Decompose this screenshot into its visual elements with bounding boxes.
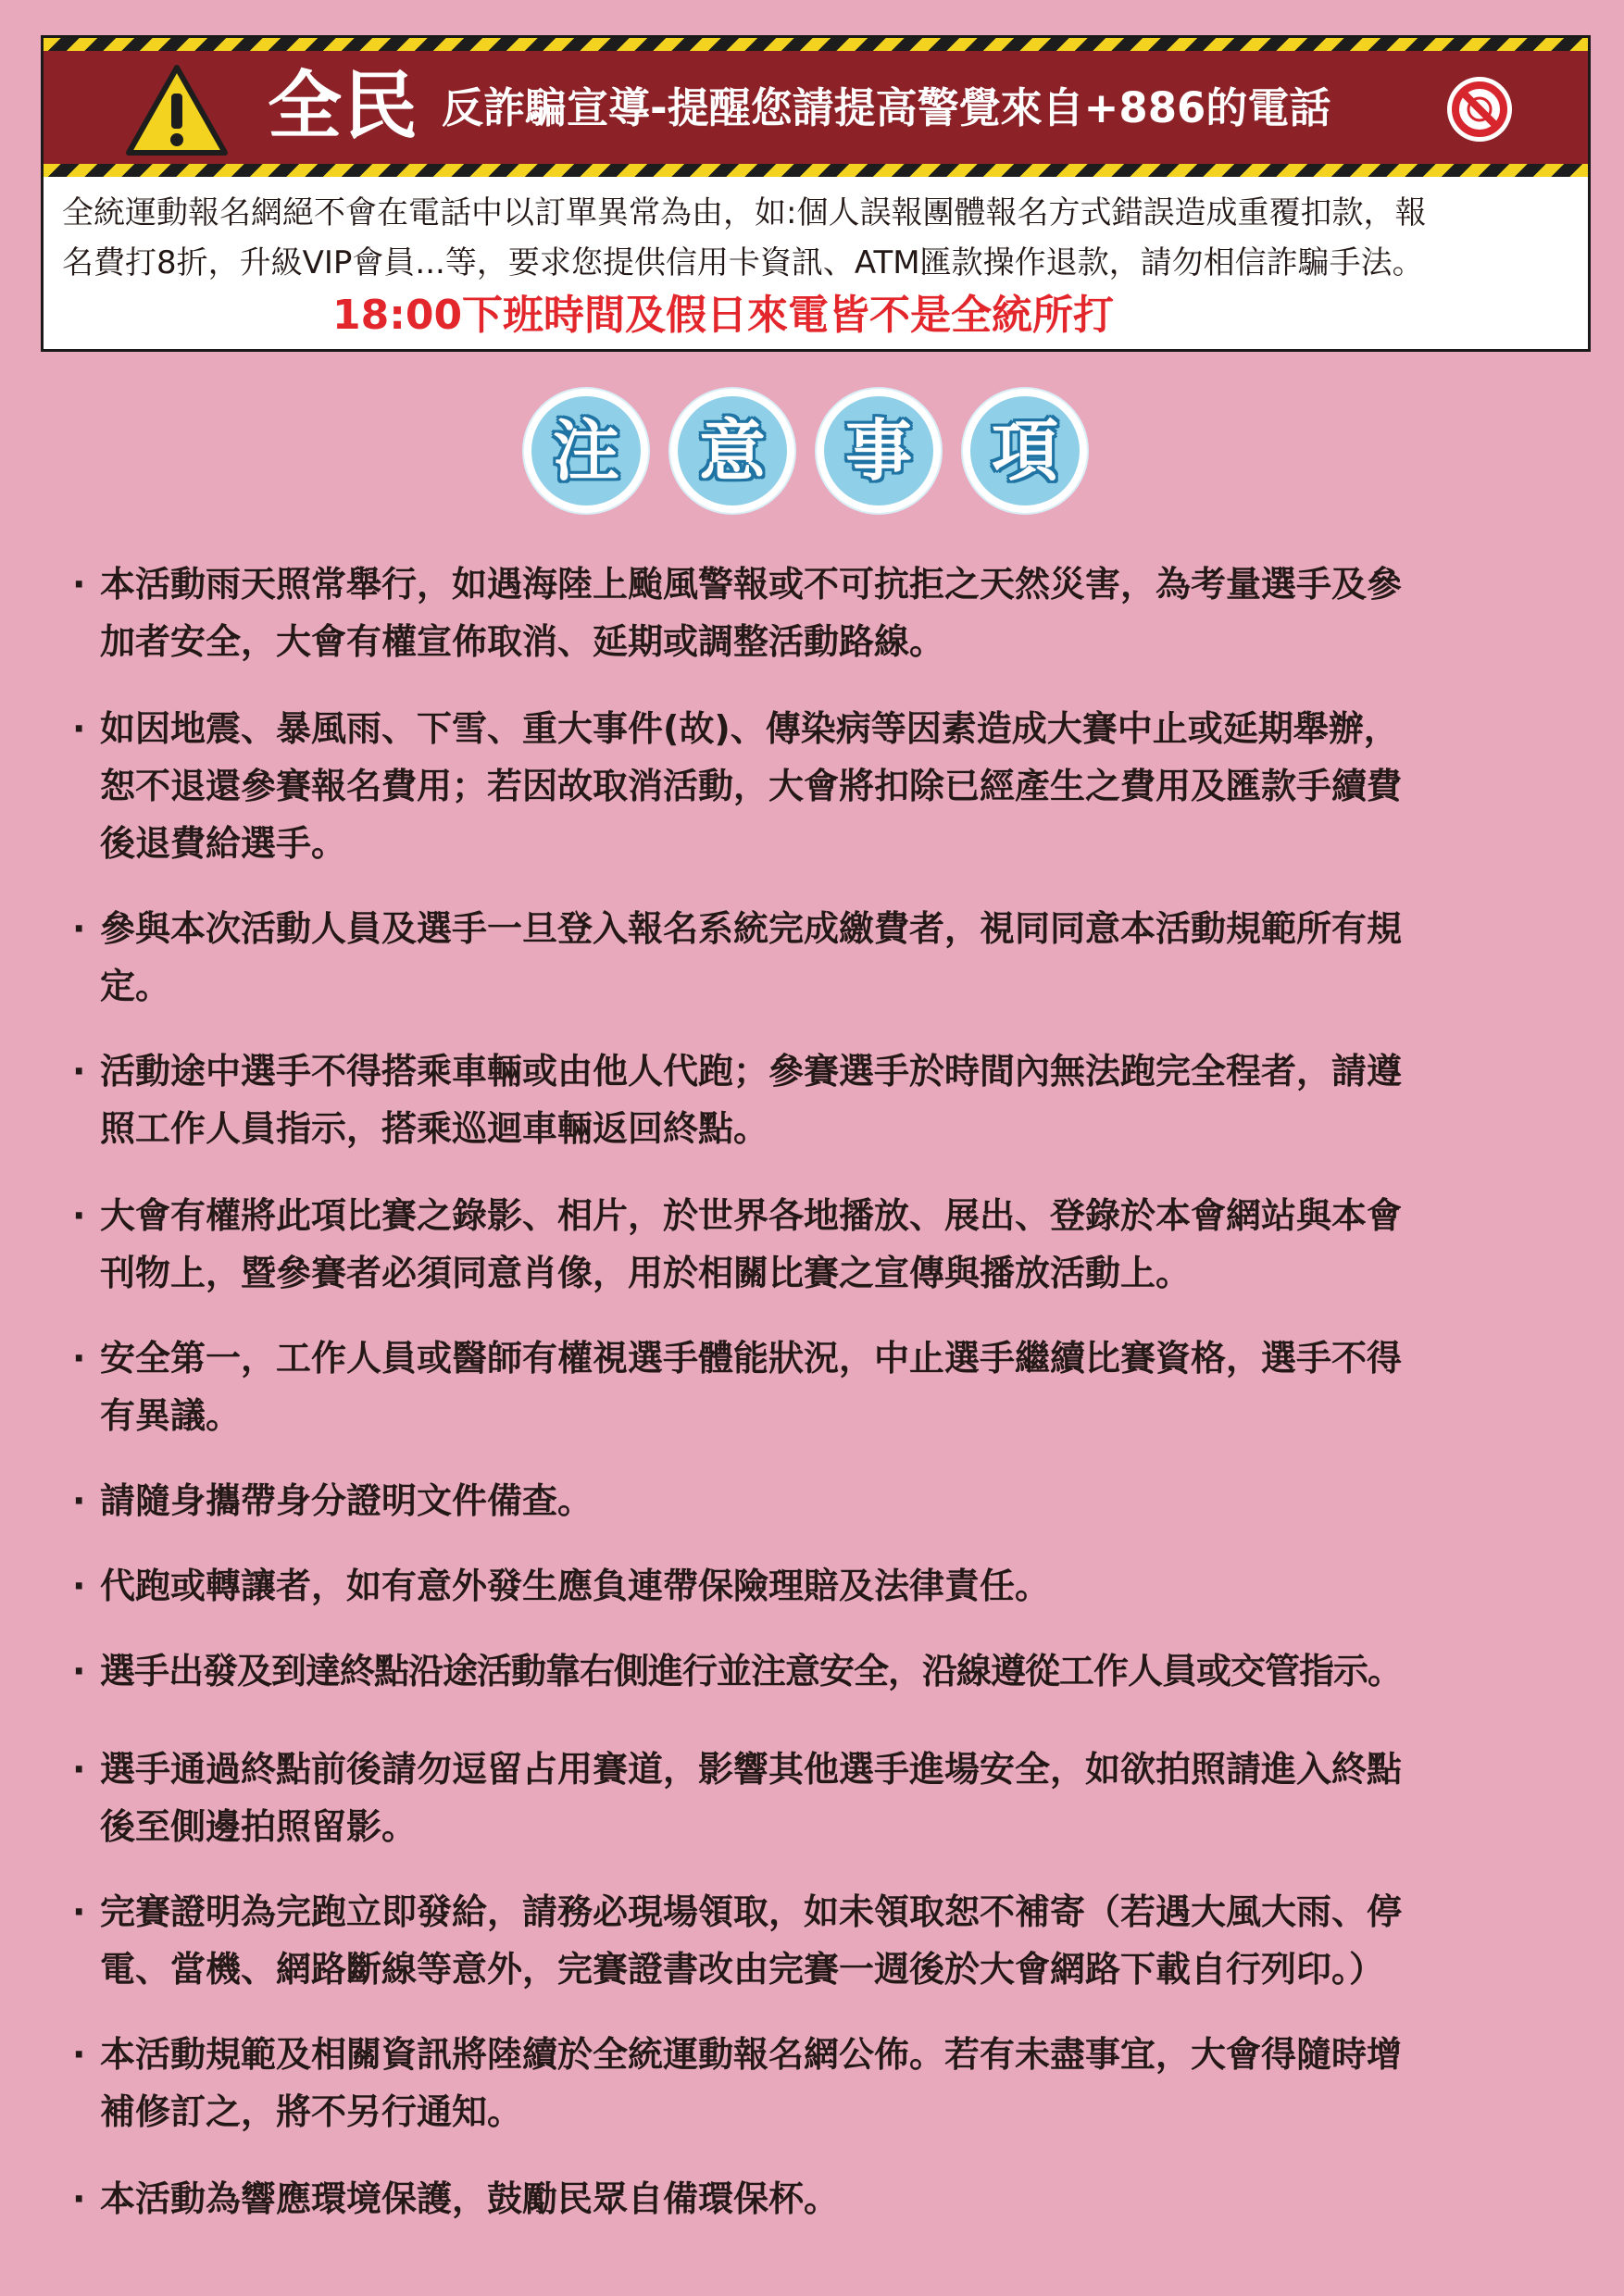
notice-item bbox=[72, 555, 1563, 670]
fraud-warning-header bbox=[44, 38, 1588, 177]
notice-line: 後退費給選手。 bbox=[100, 823, 347, 864]
notice-line: 參與本次活動人員及選手一旦登入報名系統完成繳費者，視同同意本活動規範所有規 bbox=[100, 908, 1403, 949]
warning-triangle-icon bbox=[125, 64, 229, 156]
warning-red-line: 18:00下班時間及假日來電皆不是全統所打 bbox=[332, 292, 1115, 339]
notice-line: 完賽證明為完跑立即發給，請務必現場領取，如未領取恕不補寄（若遇大風大雨、停 bbox=[100, 1891, 1403, 1932]
title-char-bubble: 注 bbox=[524, 389, 648, 513]
notice-title bbox=[524, 389, 1098, 518]
notice-item bbox=[72, 1557, 1563, 1615]
warning-body-text bbox=[62, 188, 1575, 288]
notice-line: 刊物上，暨參賽者必須同意肖像，用於相關比賽之宣傳與播放活動上。 bbox=[100, 1253, 1192, 1293]
notice-line: 補修訂之，將不另行通知。 bbox=[100, 2091, 523, 2132]
hazard-stripe-top bbox=[44, 38, 1588, 51]
notice-line: 代跑或轉讓者，如有意外發生應負連帶保險理賠及法律責任。 bbox=[100, 1566, 1051, 1606]
warning-body-line: 名費打8折，升級VIP會員...等，要求您提供信用卡資訊、ATM匯款操作退款，請勿相信詐騙手法。 bbox=[62, 244, 1424, 281]
notice-line: 選手通過終點前後請勿逗留占用賽道，影響其他選手進場安全，如欲拍照請進入終點 bbox=[100, 1749, 1403, 1790]
bullet-dot: · bbox=[72, 1338, 86, 1379]
warning-body-line: 全統運動報名網絕不會在電話中以訂單異常為由，如:個人誤報團體報名方式錯誤造成重覆扣款，報 bbox=[62, 194, 1427, 231]
notice-line: 照工作人員指示，搭乘巡迴車輛返回終點。 bbox=[100, 1108, 769, 1149]
notice-line: 加者安全，大會有權宣佈取消、延期或調整活動路線。 bbox=[100, 621, 945, 662]
notice-item bbox=[72, 1329, 1563, 1444]
hazard-stripe-bottom bbox=[44, 164, 1588, 177]
notice-line: 選手出發及到達終點沿途活動靠右側進行並注意安全，沿線遵從工作人員或交管指示。 bbox=[100, 1651, 1403, 1691]
bullet-dot: · bbox=[72, 1651, 86, 1691]
notice-line: 安全第一，工作人員或醫師有權視選手體能狀況，中止選手繼續比賽資格，選手不得 bbox=[100, 1338, 1403, 1379]
notice-line: 如因地震、暴風雨、下雪、重大事件(故)、傳染病等因素造成大賽中止或延期舉辦， bbox=[100, 708, 1399, 749]
warning-title-big: 全民 bbox=[268, 63, 419, 149]
notice-item bbox=[72, 1642, 1563, 1700]
notice-item bbox=[72, 2026, 1563, 2140]
notice-line: 本活動為響應環境保護，鼓勵民眾自備環保杯。 bbox=[100, 2178, 840, 2219]
bullet-dot: · bbox=[72, 1891, 86, 1932]
notice-item bbox=[72, 1883, 1563, 1998]
notice-line: 本活動規範及相關資訊將陸續於全統運動報名網公佈。若有未盡事宜，大會得隨時增 bbox=[100, 2034, 1403, 2075]
notice-item bbox=[72, 1472, 1563, 1529]
notice-item bbox=[72, 1042, 1563, 1157]
notice-item bbox=[72, 1187, 1563, 1302]
bullet-dot: · bbox=[72, 2034, 86, 2075]
bullet-dot: · bbox=[72, 708, 86, 749]
notice-item bbox=[72, 700, 1563, 872]
bullet-dot: · bbox=[72, 908, 86, 949]
warning-title-sub: 反詐騙宣導-提醒您請提高警覺來自+886的電話 bbox=[442, 83, 1331, 132]
fraud-warning-box bbox=[41, 35, 1591, 352]
notice-item bbox=[72, 2170, 1563, 2227]
title-char-bubble: 事 bbox=[817, 389, 941, 513]
bullet-dot: · bbox=[72, 564, 86, 605]
bullet-dot: · bbox=[72, 1566, 86, 1606]
notice-item bbox=[72, 1741, 1563, 1855]
notice-item bbox=[72, 900, 1563, 1015]
notice-line: 有異議。 bbox=[100, 1395, 242, 1436]
notice-line: 電、當機、網路斷線等意外，完賽證書改由完賽一週後於大會網路下載自行列印。） bbox=[100, 1949, 1385, 1990]
bullet-dot: · bbox=[72, 1480, 86, 1521]
notice-line: 恕不退還參賽報名費用；若因故取消活動，大會將扣除已經產生之費用及匯款手續費 bbox=[100, 766, 1403, 806]
bullet-dot: · bbox=[72, 2178, 86, 2219]
no-sign-icon bbox=[1445, 75, 1514, 144]
bullet-dot: · bbox=[72, 1051, 86, 1092]
notice-line: 活動途中選手不得搭乘車輛或由他人代跑；參賽選手於時間內無法跑完全程者，請遵 bbox=[100, 1051, 1403, 1092]
notice-line: 大會有權將此項比賽之錄影、相片，於世界各地播放、展出、登錄於本會網站與本會 bbox=[100, 1195, 1403, 1236]
title-char-bubble: 項 bbox=[963, 389, 1087, 513]
title-char-bubble: 意 bbox=[670, 389, 794, 513]
notice-line: 定。 bbox=[100, 966, 171, 1006]
notice-line: 本活動雨天照常舉行，如遇海陸上颱風警報或不可抗拒之天然災害，為考量選手及參 bbox=[100, 564, 1403, 605]
bullet-dot: · bbox=[72, 1749, 86, 1790]
notice-line: 請隨身攜帶身分證明文件備查。 bbox=[100, 1480, 593, 1521]
notice-line: 後至側邊拍照留影。 bbox=[100, 1806, 418, 1847]
bullet-dot: · bbox=[72, 1195, 86, 1236]
